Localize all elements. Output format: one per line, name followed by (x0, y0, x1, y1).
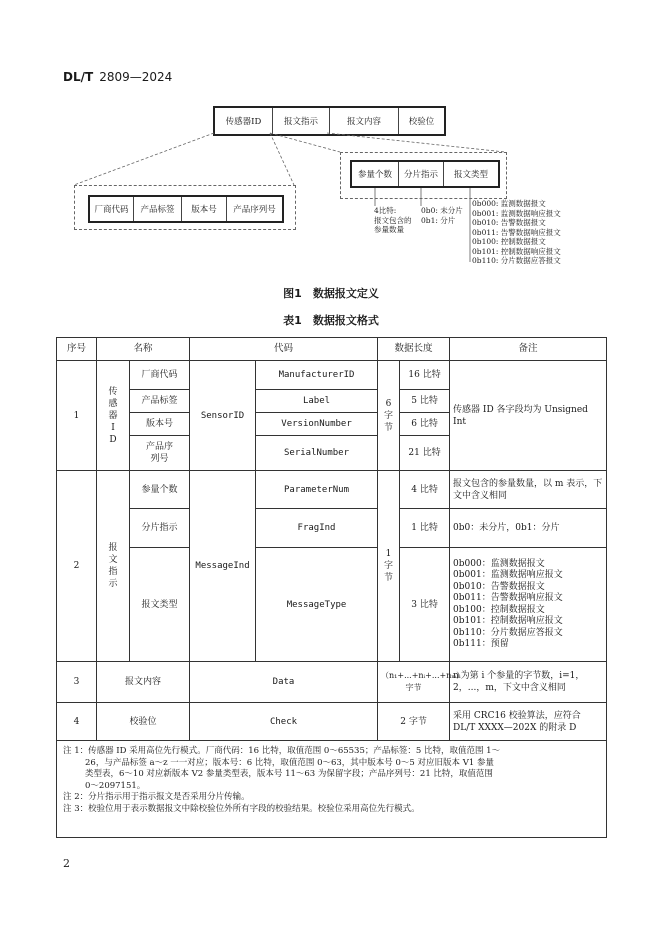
table-row (57, 471, 607, 509)
group-length-text: 1字节 (384, 549, 394, 583)
table-notes (57, 741, 607, 838)
type-note-line: 0b001: 监测数据响应报文 (472, 208, 561, 218)
param-note-line: 4比特: (374, 206, 397, 215)
group-length-cell (378, 471, 400, 662)
frag-note-line: 0b0: 未分片 (421, 206, 463, 215)
name-cell: 参量个数 (130, 471, 190, 509)
bits-cell: 5 比特 (400, 390, 450, 413)
type-note-line: 0b011：告警数据响应报文 (453, 593, 563, 603)
note-cell: nᵢ为第 i 个参量的字节数，i=1，2，...，m，下文中含义相同 (450, 662, 607, 703)
header-name: 名称 (97, 338, 190, 361)
bits-cell: 16 比特 (400, 361, 450, 390)
seq-cell: 2 (57, 471, 97, 662)
code-cell: FragInd (256, 509, 378, 548)
type-note-line: 0b000：监测数据报文 (453, 558, 545, 569)
code-cell: SerialNumber (256, 436, 378, 471)
name-cell (130, 436, 190, 471)
cell-msg-ind: 报文指示 (272, 108, 329, 134)
figure-caption: 图1 数据报文定义 (283, 287, 379, 300)
type-note-line: 0b000: 监测数据报文 (472, 199, 546, 208)
name-cell: 校验位 (97, 703, 190, 741)
group-name-cell (97, 361, 130, 471)
name-cell: 厂商代码 (130, 361, 190, 390)
note-line: 注 3：校验位用于表示数据报文中除校验位外所有字段的校验结果。校验位采用高位先行模式。 (63, 803, 420, 814)
frag-note (421, 206, 463, 225)
cell-sensor-id: 传感器ID (225, 117, 262, 127)
cell-manufacturer: 厂商代码 (94, 205, 129, 215)
bits-cell: 6 比特 (400, 413, 450, 436)
code-cell: Data (190, 662, 378, 703)
code-cell: MessageType (256, 548, 378, 662)
name-cell: 产品标签 (130, 390, 190, 413)
type-note-line: 0b111：预留 (453, 639, 509, 649)
name-text: 产品序列号 (145, 442, 173, 464)
group-name-cell (97, 471, 130, 662)
group-name-text: 传感器ID (108, 386, 118, 445)
cell-version: 版本号 (181, 197, 226, 221)
table-row (57, 703, 607, 741)
seq-cell: 1 (57, 361, 97, 471)
sensor-id-box (88, 195, 284, 223)
seq-cell: 4 (57, 703, 97, 741)
table-row (57, 361, 607, 390)
type-note-line: 0b110: 分片数据应答报文 (472, 256, 561, 265)
header-seq: 序号 (57, 338, 97, 361)
cell-label: 产品标签 (133, 197, 181, 221)
table-caption: 表1 数据报文格式 (283, 314, 379, 327)
cell-msg-content: 报文内容 (329, 108, 398, 134)
cell-serial: 产品序列号 (226, 197, 282, 221)
data-packet-table (56, 337, 607, 838)
name-cell: 报文内容 (97, 662, 190, 703)
code-cell: VersionNumber (256, 413, 378, 436)
name-cell: 分片指示 (130, 509, 190, 548)
type-note-line: 0b100：控制数据报文 (453, 604, 545, 615)
frag-note-line: 0b1: 分片 (421, 215, 456, 225)
note-line: 注 2：分片指示用于指示报文是否采用分片传输。 (63, 792, 250, 802)
seq-cell: 3 (57, 662, 97, 703)
code-cell: ManufacturerID (256, 361, 378, 390)
table-row (57, 662, 607, 703)
type-note-line: 0b011: 告警数据响应报文 (472, 227, 561, 237)
note-cell: 0b0：未分片，0b1：分片 (450, 509, 607, 548)
cell-frag-ind: 分片指示 (398, 162, 443, 186)
note-line: 26，与产品标签 a～z 一一对应；版本号：6 比特，取值范围 0～63，其中版本号 0～5 对应旧版本 V1 参量 (85, 757, 494, 768)
bits-cell: 3 比特 (400, 548, 450, 662)
type-note-line: 0b100: 控制数据报文 (472, 237, 546, 246)
note-cell: 采用 CRC16 校验算法，应符合 DL/T XXXX—202X 的附录 D (450, 703, 607, 741)
page-number: 2 (63, 857, 70, 870)
name-cell: 报文类型 (130, 548, 190, 662)
name-cell: 版本号 (130, 413, 190, 436)
bits-cell: 1 比特 (400, 509, 450, 548)
param-note (374, 206, 412, 235)
note-cell: 传感器 ID 各字段均为 Unsigned Int (450, 361, 607, 471)
type-note-line: 0b010：告警数据报文 (453, 581, 545, 592)
param-note-line: 报文包含的 (374, 215, 412, 225)
group-length-cell (378, 361, 400, 471)
note-line: 注 1：传感器 ID 采用高位先行模式。厂商代码：16 比特，取值范围 0～65535；产品标签：5 比特，取值范围 1～ (63, 746, 501, 756)
table-row (57, 548, 607, 662)
type-note-line: 0b101: 控制数据响应报文 (472, 246, 561, 256)
note-cell (450, 548, 607, 662)
msg-ind-box (350, 160, 500, 188)
bits-cell: 21 比特 (400, 436, 450, 471)
header-note: 备注 (450, 338, 607, 361)
cell-msg-type: 报文类型 (443, 162, 498, 186)
group-name-text: 报文指示 (108, 543, 118, 589)
connector-lines (0, 0, 662, 300)
code-cell: Label (256, 390, 378, 413)
cell-param-num: 参量个数 (357, 170, 392, 180)
table-notes-row (57, 741, 607, 838)
header-length: 数据长度 (378, 338, 450, 361)
group-code-cell: SensorID (190, 361, 256, 471)
code-cell: Check (190, 703, 378, 741)
header-code: 代码 (190, 338, 378, 361)
code-cell: ParameterNum (256, 471, 378, 509)
cell-check: 校验位 (398, 108, 444, 134)
group-length-text: 6字节 (384, 398, 394, 433)
type-note-line: 0b110：分片数据应答报文 (453, 627, 563, 638)
group-code-cell: MessageInd (190, 471, 256, 662)
standard-prefix: DL/T (63, 70, 94, 84)
length-cell: （n₁+...+nᵢ+...+nₘ）字节 (378, 662, 450, 703)
type-note-line: 0b101：控制数据响应报文 (453, 616, 563, 626)
note-line: 类型表，6～10 对应新版本 V2 参量类型表，版本号 11～63 为保留字段；产品序列号：21 比特，取值范围 (85, 769, 493, 779)
note-line: 0～2097151。 (85, 780, 146, 791)
type-note-line: 0b001：监测数据响应报文 (453, 570, 563, 580)
table-header-row (57, 338, 607, 361)
standard-number: 2809—2024 (99, 70, 173, 84)
bits-cell: 4 比特 (400, 471, 450, 509)
table-row (57, 509, 607, 548)
param-note-line: 参量数量 (374, 225, 404, 234)
type-note (472, 199, 561, 266)
length-cell: 2 字节 (378, 703, 450, 741)
note-cell: 报文包含的参量数量，以 m 表示，下文中含义相同 (450, 471, 607, 509)
type-note-line: 0b010: 告警数据报文 (472, 218, 546, 227)
